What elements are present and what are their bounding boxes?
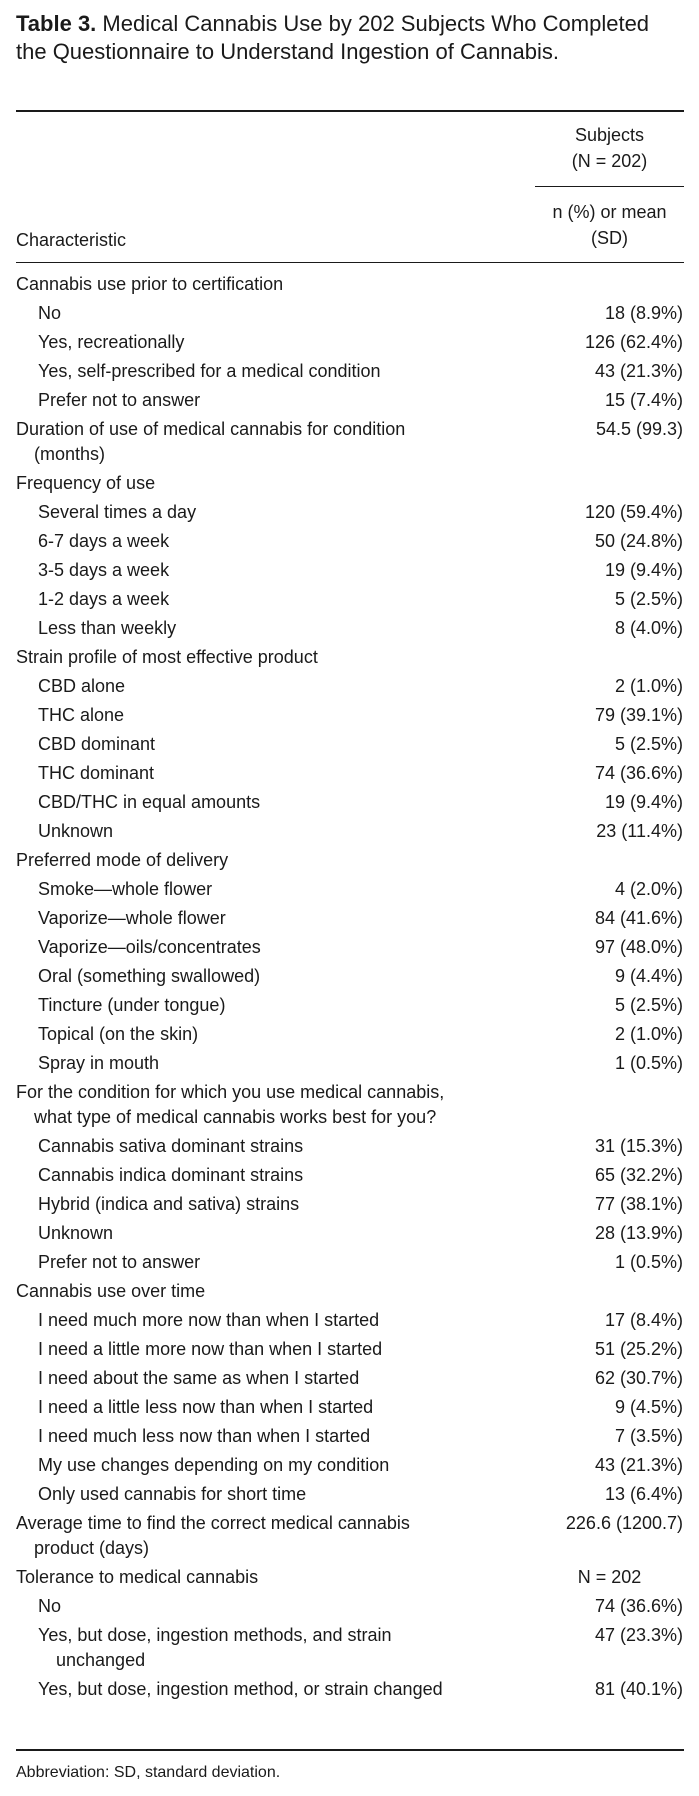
row-label-text: Only used cannabis for short time bbox=[38, 1484, 307, 1504]
table-row bbox=[0, 527, 699, 556]
row-label bbox=[0, 730, 510, 759]
row-value: 19 (9.4%) bbox=[604, 560, 683, 580]
row-label-text: I need much more now than when I started bbox=[38, 1310, 380, 1330]
row-value: 54.5 (99.3) bbox=[595, 419, 683, 439]
row-label-text: Topical (on the skin) bbox=[38, 1024, 199, 1044]
row-label bbox=[0, 1020, 510, 1049]
row-value: 8 (4.0%) bbox=[614, 618, 683, 638]
table-row bbox=[0, 788, 699, 817]
row-label-continuation: unchanged bbox=[56, 1650, 146, 1670]
row-label bbox=[0, 1592, 510, 1621]
category-row bbox=[0, 469, 699, 498]
table-row bbox=[0, 817, 699, 846]
table-row bbox=[0, 1451, 699, 1480]
row-label-text: My use changes depending on my condition bbox=[38, 1455, 390, 1475]
row-label-text: THC alone bbox=[38, 705, 125, 725]
row-value: 5 (2.5%) bbox=[614, 995, 683, 1015]
row-label bbox=[0, 1078, 510, 1132]
row-label-text: Several times a day bbox=[38, 502, 197, 522]
row-label-text: Less than weekly bbox=[38, 618, 177, 638]
row-value: 1 (0.5%) bbox=[614, 1053, 683, 1073]
table-footnote: Abbreviation: SD, standard deviation. bbox=[16, 1764, 281, 1781]
table-row bbox=[0, 1393, 699, 1422]
table-row bbox=[0, 357, 699, 386]
row-label bbox=[0, 386, 510, 415]
row-label bbox=[0, 328, 510, 357]
row-value: 65 (32.2%) bbox=[594, 1165, 683, 1185]
row-value: 9 (4.5%) bbox=[614, 1397, 683, 1417]
row-label bbox=[0, 846, 510, 875]
row-value: 97 (48.0%) bbox=[594, 937, 683, 957]
row-label bbox=[0, 1190, 510, 1219]
row-value: 79 (39.1%) bbox=[594, 705, 683, 725]
row-label-text: Unknown bbox=[38, 1223, 114, 1243]
table-row bbox=[0, 556, 699, 585]
row-value: 2 (1.0%) bbox=[614, 676, 683, 696]
row-label-text: Vaporize—whole flower bbox=[38, 908, 226, 928]
row-value: 81 (40.1%) bbox=[594, 1679, 683, 1699]
column-header-characteristic: Characteristic bbox=[16, 230, 127, 250]
row-label bbox=[0, 933, 510, 962]
table-row bbox=[0, 759, 699, 788]
table-row bbox=[0, 672, 699, 701]
row-label-text: Cannabis indica dominant strains bbox=[38, 1165, 304, 1185]
row-value: 226.6 (1200.7) bbox=[565, 1513, 683, 1533]
row-label-text: Spray in mouth bbox=[38, 1053, 160, 1073]
row-label-continuation: what type of medical cannabis works best for you? bbox=[34, 1107, 437, 1127]
header-rule bbox=[16, 262, 684, 263]
row-label bbox=[0, 498, 510, 527]
table-row bbox=[0, 904, 699, 933]
table-row bbox=[0, 1335, 699, 1364]
row-label bbox=[0, 1480, 510, 1509]
row-label bbox=[0, 1675, 510, 1704]
column-header-statistic bbox=[535, 199, 684, 251]
row-label bbox=[0, 1335, 510, 1364]
row-value: 23 (11.4%) bbox=[596, 821, 683, 841]
row-value: 1 (0.5%) bbox=[614, 1252, 683, 1272]
row-label bbox=[0, 585, 510, 614]
row-label-text: I need about the same as when I started bbox=[38, 1368, 360, 1388]
row-value: 51 (25.2%) bbox=[594, 1339, 683, 1359]
table-row bbox=[0, 1592, 699, 1621]
row-label-text: 3-5 days a week bbox=[38, 560, 170, 580]
table-row bbox=[0, 1049, 699, 1078]
row-value: 84 (41.6%) bbox=[594, 908, 683, 928]
row-label bbox=[0, 1509, 510, 1563]
row-label bbox=[0, 672, 510, 701]
row-label bbox=[0, 962, 510, 991]
table-row bbox=[0, 875, 699, 904]
row-value: 62 (30.7%) bbox=[594, 1368, 683, 1388]
row-label-text: Yes, but dose, ingestion method, or strain changed bbox=[38, 1679, 443, 1699]
row-value: 43 (21.3%) bbox=[594, 361, 683, 381]
row-label bbox=[0, 1049, 510, 1078]
row-label-text: Prefer not to answer bbox=[38, 390, 201, 410]
table-row bbox=[0, 585, 699, 614]
table-caption bbox=[16, 10, 676, 66]
category-row bbox=[0, 846, 699, 875]
row-label-text: CBD/THC in equal amounts bbox=[38, 792, 261, 812]
row-label-text: No bbox=[38, 303, 62, 323]
row-value: 77 (38.1%) bbox=[594, 1194, 683, 1214]
row-label bbox=[0, 1161, 510, 1190]
row-label-continuation: (months) bbox=[34, 444, 106, 464]
category-row bbox=[0, 1509, 699, 1563]
row-label bbox=[0, 701, 510, 730]
row-label-text: Cannabis sativa dominant strains bbox=[38, 1136, 304, 1156]
row-label bbox=[0, 875, 510, 904]
row-label bbox=[0, 1393, 510, 1422]
row-label bbox=[0, 1306, 510, 1335]
row-label-text: Smoke—whole flower bbox=[38, 879, 213, 899]
row-label-text: I need much less now than when I started bbox=[38, 1426, 371, 1446]
row-label bbox=[0, 991, 510, 1020]
row-value: 43 (21.3%) bbox=[594, 1455, 683, 1475]
bottom-rule bbox=[16, 1749, 684, 1751]
table-row bbox=[0, 730, 699, 759]
row-label bbox=[0, 1563, 516, 1592]
subjects-label: Subjects bbox=[574, 125, 645, 145]
row-label bbox=[0, 788, 510, 817]
row-label-text: Strain profile of most effective product bbox=[16, 647, 318, 667]
category-row bbox=[0, 270, 699, 299]
table-row bbox=[0, 1248, 699, 1277]
row-label bbox=[0, 904, 510, 933]
row-value: 19 (9.4%) bbox=[604, 792, 683, 812]
top-rule bbox=[16, 110, 684, 112]
row-label-text: For the condition for which you use medical cannabis, bbox=[16, 1082, 445, 1102]
row-label bbox=[0, 1132, 510, 1161]
table-row bbox=[0, 933, 699, 962]
row-label bbox=[0, 643, 510, 672]
table-row bbox=[0, 614, 699, 643]
row-label bbox=[0, 1621, 510, 1675]
row-value: 18 (8.9%) bbox=[604, 303, 683, 323]
row-value: 74 (36.6%) bbox=[594, 763, 683, 783]
row-label-text: Average time to find the correct medical cannabis bbox=[16, 1513, 410, 1533]
table-row bbox=[0, 962, 699, 991]
row-value: 13 (6.4%) bbox=[604, 1484, 683, 1504]
table-row bbox=[0, 991, 699, 1020]
row-label bbox=[0, 614, 510, 643]
row-value: 74 (36.6%) bbox=[594, 1596, 683, 1616]
row-label bbox=[0, 1248, 510, 1277]
row-label-text: Duration of use of medical cannabis for condition bbox=[16, 419, 406, 439]
row-label-text: No bbox=[38, 1596, 62, 1616]
row-label bbox=[0, 527, 510, 556]
row-value: 17 (8.4%) bbox=[604, 1310, 683, 1330]
row-label-text: Tincture (under tongue) bbox=[38, 995, 226, 1015]
table-row bbox=[0, 498, 699, 527]
row-value: N = 202 bbox=[577, 1567, 642, 1587]
row-label bbox=[0, 1422, 510, 1451]
stat-label-line2: (SD) bbox=[591, 228, 628, 248]
row-label-text: Vaporize—oils/concentrates bbox=[38, 937, 261, 957]
table-row bbox=[0, 701, 699, 730]
row-label bbox=[0, 1219, 510, 1248]
stat-label-line1: n (%) or mean bbox=[552, 202, 667, 222]
row-label bbox=[0, 556, 510, 585]
row-label-text: Yes, recreationally bbox=[38, 332, 185, 352]
row-label-text: I need a little more now than when I started bbox=[38, 1339, 383, 1359]
row-value: 4 (2.0%) bbox=[614, 879, 683, 899]
row-label-text: Tolerance to medical cannabis bbox=[16, 1567, 259, 1587]
table-body bbox=[0, 270, 699, 1704]
table-row bbox=[0, 1190, 699, 1219]
row-label-text: 1-2 days a week bbox=[38, 589, 170, 609]
row-label-text: CBD alone bbox=[38, 676, 126, 696]
table-row bbox=[0, 1422, 699, 1451]
row-label-text: Yes, but dose, ingestion methods, and strain bbox=[38, 1625, 392, 1645]
table-row bbox=[0, 1364, 699, 1393]
row-label-text: Cannabis use over time bbox=[16, 1281, 206, 1301]
row-label bbox=[0, 1451, 510, 1480]
row-value: 9 (4.4%) bbox=[614, 966, 683, 986]
row-value: 7 (3.5%) bbox=[614, 1426, 683, 1446]
table-row bbox=[0, 299, 699, 328]
table-title: Medical Cannabis Use by 202 Subjects Who Completed the Questionnaire to Understand Ingestion of Cannabis. bbox=[16, 11, 650, 64]
row-label bbox=[0, 270, 510, 299]
row-label-text: Unknown bbox=[38, 821, 114, 841]
row-value: 47 (23.3%) bbox=[594, 1625, 683, 1645]
table-row bbox=[0, 1132, 699, 1161]
table-row bbox=[0, 1480, 699, 1509]
row-value: 15 (7.4%) bbox=[604, 390, 683, 410]
category-row bbox=[0, 1078, 699, 1132]
row-label bbox=[0, 1277, 510, 1306]
category-row bbox=[0, 415, 699, 469]
row-value: 120 (59.4%) bbox=[584, 502, 683, 522]
row-value: 126 (62.4%) bbox=[584, 332, 683, 352]
table-row bbox=[0, 1675, 699, 1704]
row-label bbox=[0, 1364, 510, 1393]
row-label-text: Frequency of use bbox=[16, 473, 156, 493]
row-label-continuation: product (days) bbox=[34, 1538, 150, 1558]
row-label bbox=[0, 759, 510, 788]
table-row bbox=[0, 1161, 699, 1190]
table-row bbox=[0, 328, 699, 357]
row-value: 5 (2.5%) bbox=[614, 734, 683, 754]
row-label-text: Oral (something swallowed) bbox=[38, 966, 261, 986]
row-value: 2 (1.0%) bbox=[614, 1024, 683, 1044]
row-value: 28 (13.9%) bbox=[594, 1223, 683, 1243]
row-value: 5 (2.5%) bbox=[614, 589, 683, 609]
row-label-text: THC dominant bbox=[38, 763, 155, 783]
row-label bbox=[0, 415, 510, 469]
column-header-subjects bbox=[535, 122, 684, 174]
table-row bbox=[0, 1020, 699, 1049]
category-row bbox=[0, 643, 699, 672]
row-label-text: Yes, self-prescribed for a medical condition bbox=[38, 361, 381, 381]
category-row bbox=[0, 1277, 699, 1306]
table-row bbox=[0, 1621, 699, 1675]
row-value: 50 (24.8%) bbox=[594, 531, 683, 551]
row-label-text: Hybrid (indica and sativa) strains bbox=[38, 1194, 300, 1214]
table-row bbox=[0, 386, 699, 415]
row-label-text: CBD dominant bbox=[38, 734, 156, 754]
row-label bbox=[0, 469, 510, 498]
subjects-n: (N = 202) bbox=[571, 151, 648, 171]
row-label bbox=[0, 357, 510, 386]
row-value: 31 (15.3%) bbox=[594, 1136, 683, 1156]
category-row bbox=[0, 1563, 699, 1592]
table-row bbox=[0, 1306, 699, 1335]
header-subrule bbox=[535, 186, 684, 187]
row-label-text: Prefer not to answer bbox=[38, 1252, 201, 1272]
row-label-text: 6-7 days a week bbox=[38, 531, 170, 551]
row-label-text: Preferred mode of delivery bbox=[16, 850, 229, 870]
row-label-text: Cannabis use prior to certification bbox=[16, 274, 284, 294]
row-label bbox=[0, 299, 510, 328]
table-row bbox=[0, 1219, 699, 1248]
row-label-text: I need a little less now than when I started bbox=[38, 1397, 374, 1417]
row-label bbox=[0, 817, 510, 846]
table-number: Table 3. bbox=[16, 11, 97, 36]
